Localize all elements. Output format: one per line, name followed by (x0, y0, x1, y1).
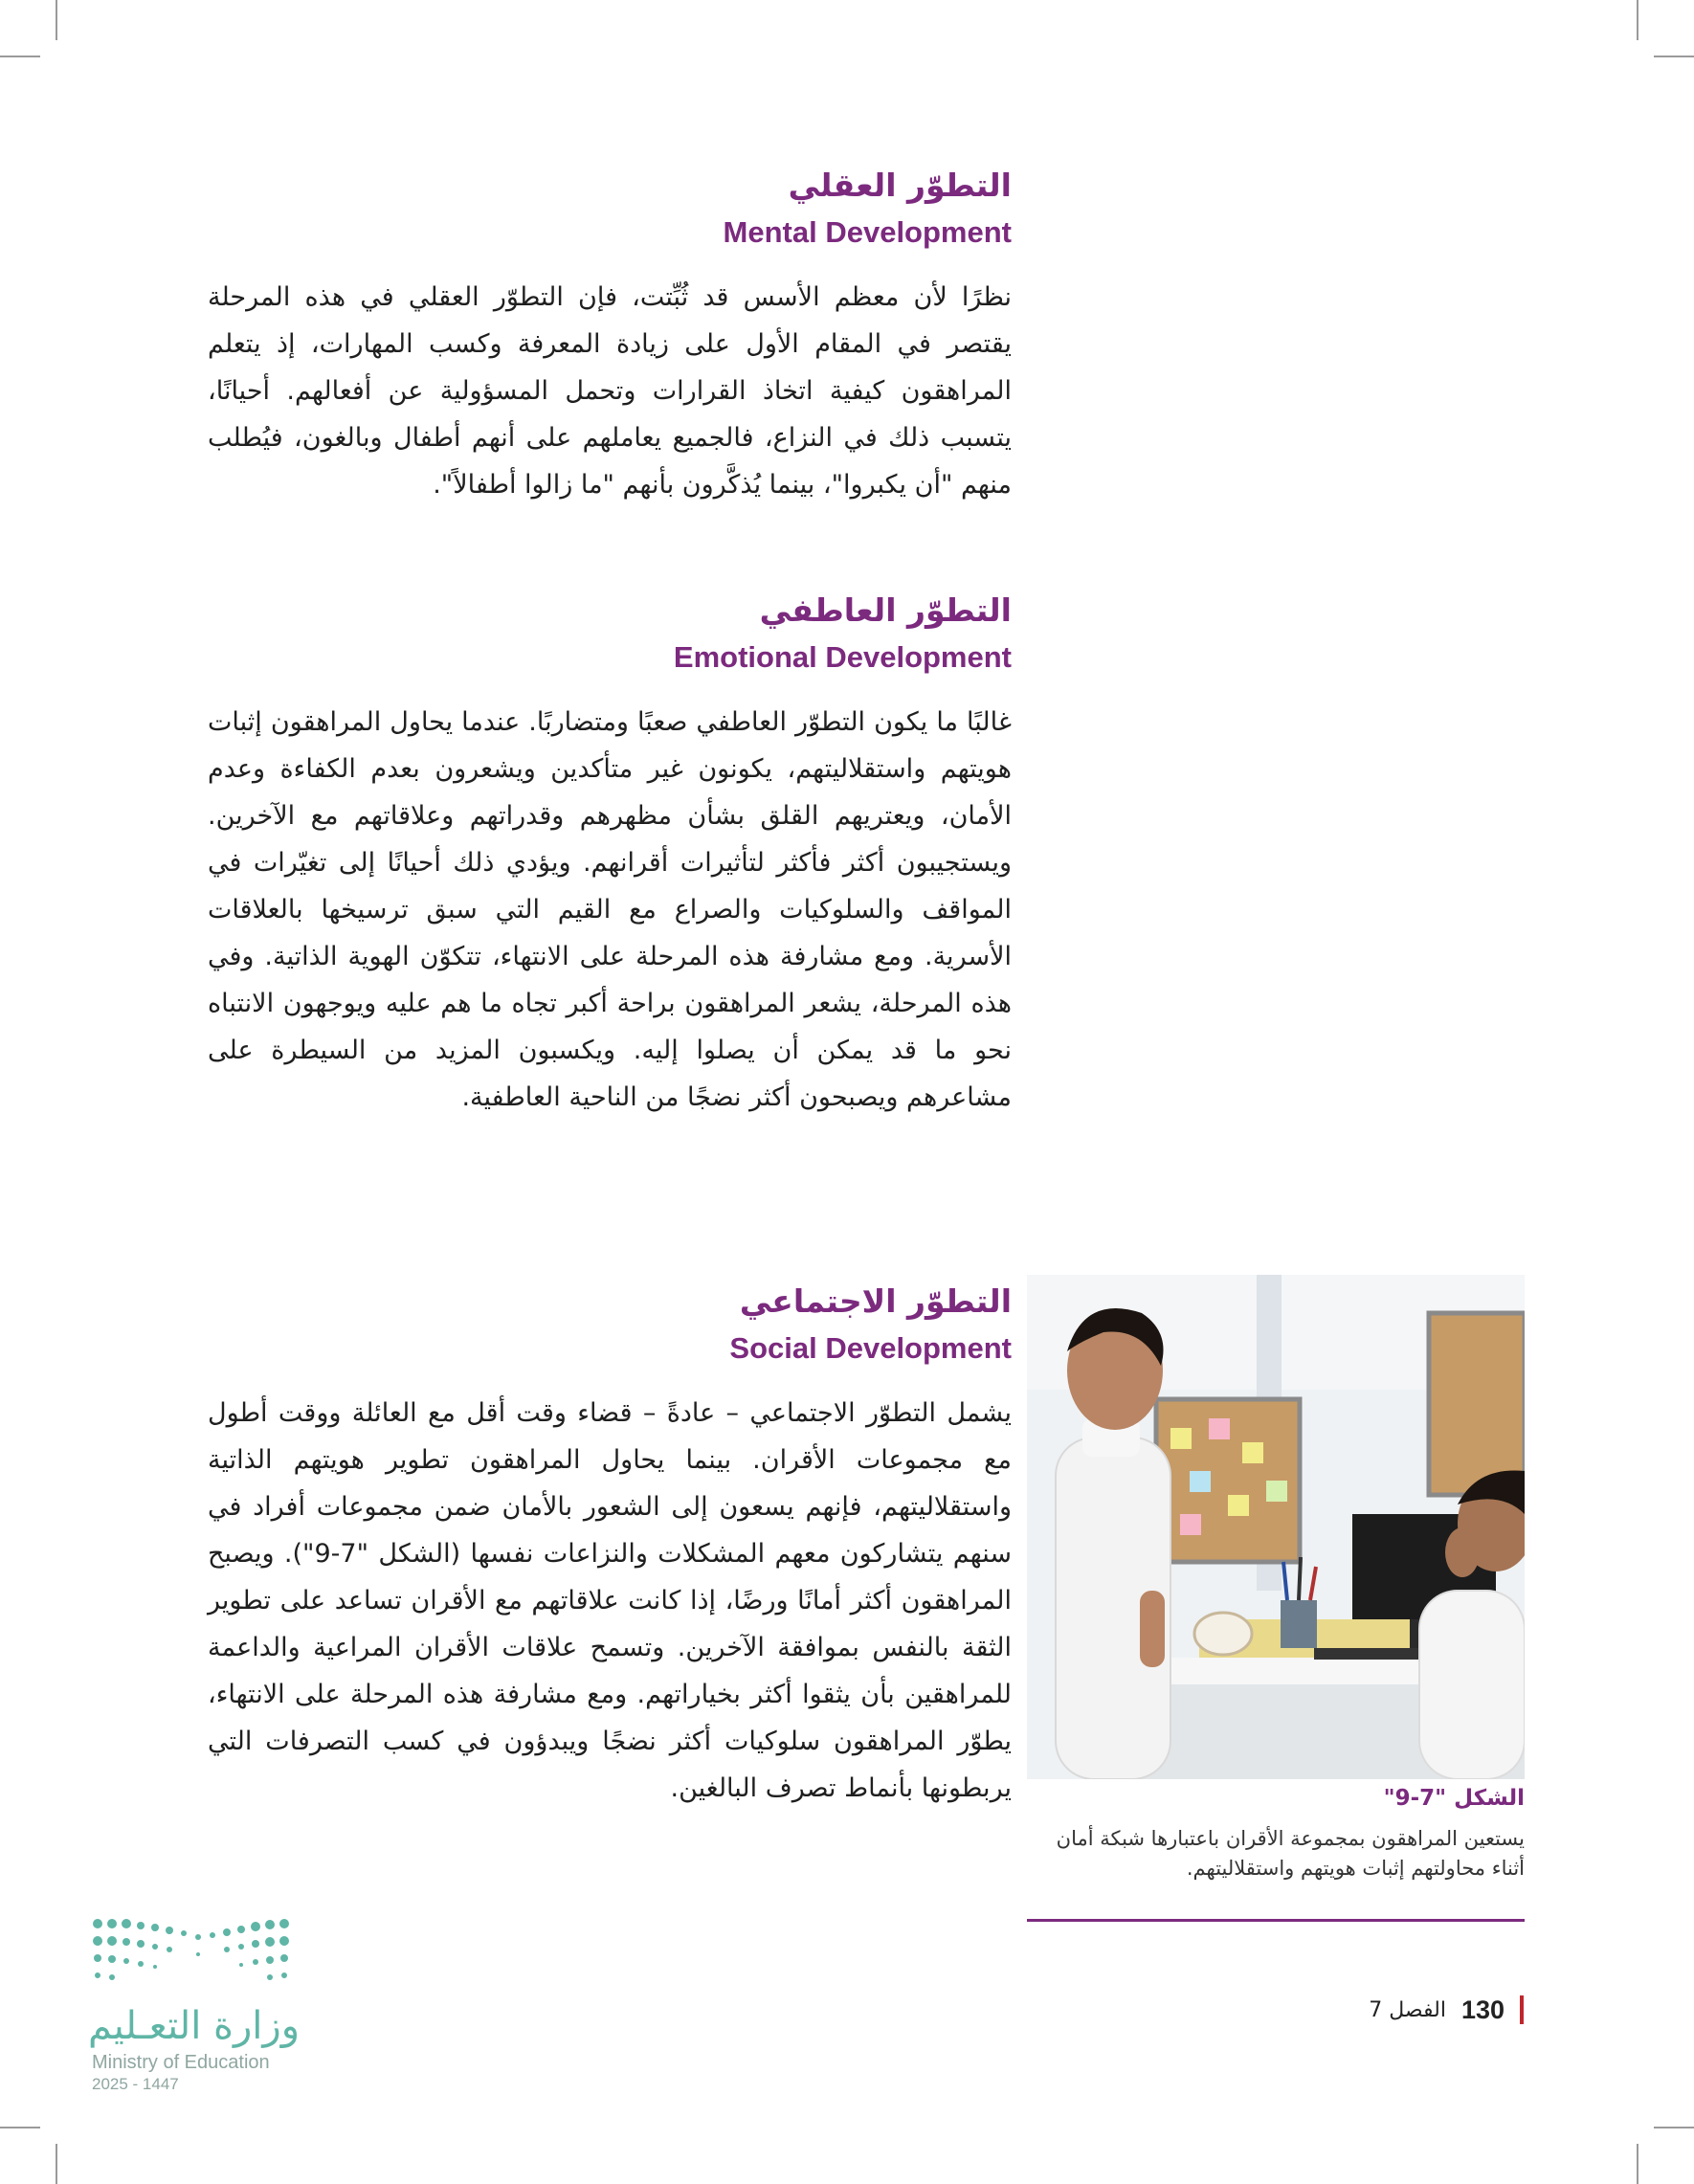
paragraph-social: يشمل التطوّر الاجتماعي – عادةً – قضاء وقت أقل مع العائلة ووقت أطول مع مجموعات الأقران. بينما يحاول المراهقون تطوير هويتهم الذاتية واستقلاليتهم، فإنهم يسعون إلى الشعور بالأمان ضمن مجموعات أفراد في سنهم يتشاركون معهم المشكلات والنزاعات نفسها (الشكل "7-9"). ويصبح المراهقون أكثر أمانًا ورضًا، إذا كانت علاقاتهم مع الأقران تساعد على تطوير الثقة بالنفس بموافقة الآخرين. وتسمح علاقات الأقران المراعية والداعمة للمراهقين بأن يثقوا أكثر بخياراتهم. ومع مشارفة هذه المرحلة على الانتهاء، يطوّر المراهقون سلوكيات أكثر نضجًا ويبدؤون في كسب التصرفات التي يربطونها بأنماط تصرف البالغين. (208, 1398, 1012, 1803)
crop-mark (56, 0, 57, 40)
heading-emotional-ar: التطوّر العاطفي (759, 591, 1012, 629)
heading-mental-ar: التطوّر العقلي (788, 167, 1012, 204)
section-social-development (208, 1279, 1012, 1812)
ministry-year: 2025 - 1447 (92, 2075, 179, 2093)
heading-mental-en: Mental Development (723, 215, 1012, 249)
figure-caption: يستعين المراهقون بمجموعة الأقران باعتبارها شبكة أمان أثناء محاولتهم إثبات هويتهم واستقلاليتهم. (1056, 1827, 1525, 1880)
footer-accent-bar (1520, 1995, 1524, 2024)
crop-mark (0, 56, 40, 57)
section-emotional-development (208, 588, 1012, 1121)
paragraph-emotional: غالبًا ما يكون التطوّر العاطفي صعبًا ومتضاربًا. عندما يحاول المراهقون إثبات هويتهم واستقلاليتهم، يكونون غير متأكدين ويشعرون بعدم الكفاءة وعدم الأمان، ويعتريهم القلق بشأن مظهرهم وقدراتهم وعلاقاتهم مع الآخرين. ويستجيبون أكثر فأكثر لتأثيرات أقرانهم. ويؤدي ذلك أحيانًا إلى تغيّرات في المواقف والسلوكيات والصراع مع القيم التي سبق ترسيخها بالعلاقات الأسرية. ومع مشارفة هذه المرحلة على الانتهاء، تتكوّن الهوية الذاتية. وفي هذه المرحلة، يشعر المراهقون براحة أكبر تجاه ما هم عليه ويوجهون الانتباه نحو ما قد يمكن أن يصلوا إليه. ويكسبون المزيد من السيطرة على مشاعرهم ويصبحون أكثر نضجًا من الناحية العاطفية. (208, 707, 1012, 1112)
ministry-name-ar: وزارة التعـليم (88, 2004, 301, 2048)
chapter-label: الفصل 7 (1369, 1997, 1446, 2022)
crop-mark (1654, 2127, 1694, 2128)
crop-mark (56, 2144, 57, 2184)
figure-photo (1027, 1275, 1525, 1779)
figure-label: الشكل "7-9" (1383, 1786, 1525, 1811)
heading-emotional-en: Emotional Development (673, 640, 1012, 674)
page-footer (1369, 1993, 1524, 2027)
page-number: 130 (1460, 1995, 1505, 2024)
crop-mark (1654, 56, 1694, 57)
crop-mark (1637, 2144, 1638, 2184)
paragraph-mental: نظرًا لأن معظم الأسس قد ثُبِّتت، فإن التطوّر العقلي في هذه المرحلة يقتصر في المقام الأول على زيادة المعرفة وكسب المهارات، إذ يتعلم المراهقون كيفية اتخاذ القرارات وتحمل المسؤولية عن أفعالهم. أحيانًا، يتسبب ذلك في النزاع، فالجميع يعاملهم على أنهم أطفال وبالغون، فيُطلب منهم "أن يكبروا"، بينما يُذكَّرون بأنهم "ما زالوا أطفالاً". (208, 282, 1012, 500)
section-mental-development (208, 163, 1012, 508)
heading-social-ar: التطوّر الاجتماعي (739, 1282, 1012, 1320)
crop-mark (1637, 0, 1638, 40)
figure-divider (1027, 1919, 1525, 1922)
ministry-name-en: Ministry of Education (92, 2052, 270, 2073)
crop-mark (0, 2127, 40, 2128)
classroom-illustration (1027, 1275, 1525, 1779)
heading-social-en: Social Development (729, 1331, 1012, 1365)
